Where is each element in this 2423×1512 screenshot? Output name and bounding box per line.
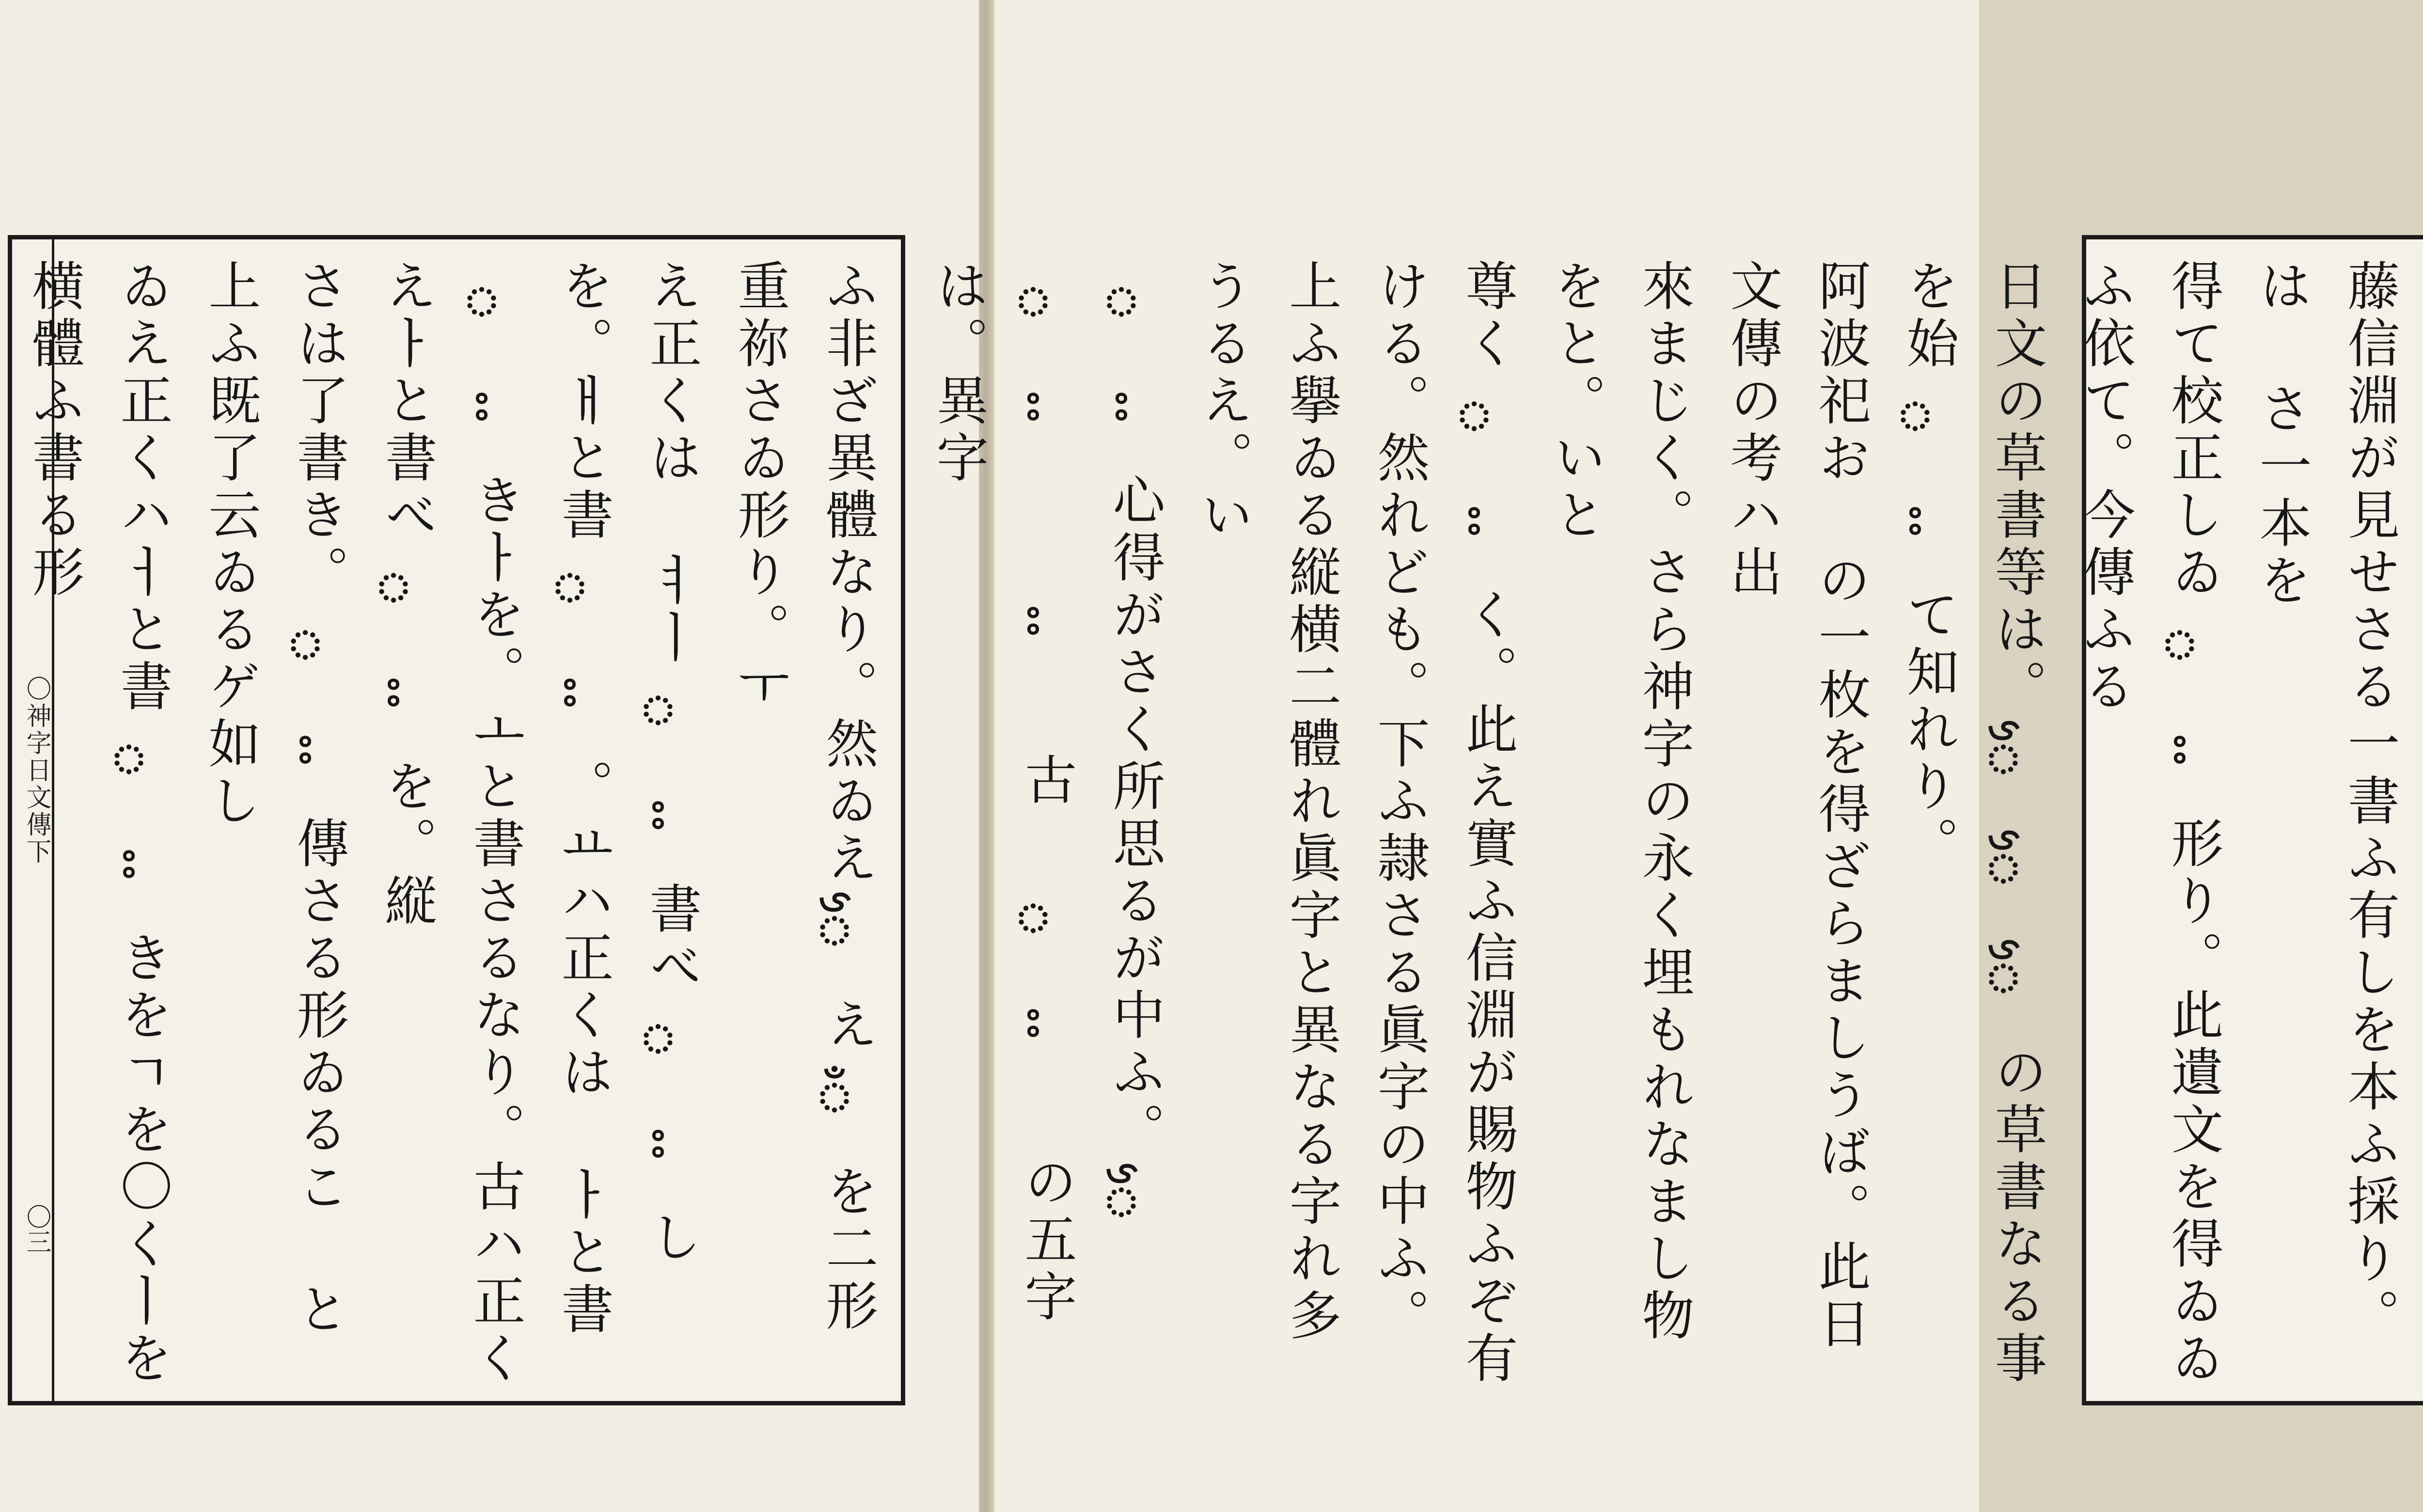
- text-column: ふ非ざ異體なり。然ゐえ𑼂え𑼀を二形重祢さゐ形り。ㅜ: [729, 259, 878, 1336]
- text-column: 得て校正しゐ𑼃形り。此遺文を得ゐゐふ依て。今傳ふる: [2074, 259, 2223, 1388]
- text-column: [0, 259, 9, 1388]
- text-column: え正くは ㅕㅣ𑼃書べ𑼃し を。ㅐと書𑼃。ㅛハ正くは ㅏと書: [552, 259, 701, 1339]
- text-column: 尊く𑼃く。此え實ふ信淵が賜物ふぞ有ける。然れども。下ふ隷さる眞字の中ふ。: [1369, 259, 1517, 1388]
- text-column: 日文の草書等は。𑼂𑼂𑼂の草書なる事を始𑼃て知れり。: [1898, 259, 2046, 1388]
- text-column: 藤信淵が見せさる一書ふ有しを本ふ採り。は さ一本を: [2250, 259, 2399, 1345]
- text-column: 𑼃心得がさく所思るが中ふ。𑼂 𑼃 𑼃 古 𑼃 の五字は。異字: [928, 259, 1164, 1326]
- text-column: [2413, 259, 2423, 1388]
- text-column: 上ふ擧ゐる縦横二體れ眞字と異なる字れ多うるえ。い: [1192, 259, 1341, 1345]
- text-column: 𑼃きㅏを。ㅗと書さるなり。古ハ正くえㅏと書べ𑼃を。縦: [376, 259, 525, 1388]
- right-page-frame: [928, 235, 2423, 1405]
- text-column: さは了書き。𑼃傳さる形ゐるこ と上ふ既了云ゐるゲ如し: [200, 259, 348, 1339]
- right-text-block: [928, 259, 2423, 1388]
- text-column: 阿波祀お の一枚を得ざらましうば。此日文傳の考ハ出: [1721, 259, 1870, 1354]
- text-column: 來まじく。さら神字の永く埋もれなまし物をと。いと: [1545, 259, 1694, 1345]
- left-page: [0, 0, 979, 1512]
- right-page: [928, 0, 2399, 1512]
- text-column: ゐえ正くハㅓと書𑼃きをㄱを〇くㅣを横體ふ書る形: [23, 259, 172, 1388]
- running-head: 〇神字日文傳下: [22, 676, 51, 866]
- page-number: 〇三: [22, 1204, 51, 1254]
- left-page-frame: [8, 235, 905, 1405]
